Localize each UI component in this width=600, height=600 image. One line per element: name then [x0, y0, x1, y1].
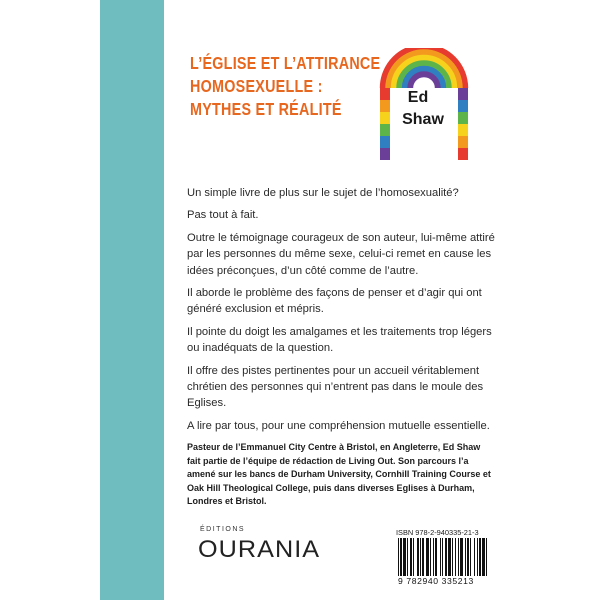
barcode-bar: [445, 538, 447, 576]
barcode-bar: [417, 538, 419, 576]
book-title: [190, 52, 381, 121]
magnet-right-leg-segment: [458, 148, 468, 160]
publisher-name: OURANIA: [198, 536, 321, 563]
blurb-paragraph-5: Il pointe du doigt les amalgames et les traitements trop légers ou inadéquats de la question.: [187, 325, 492, 355]
barcode-bar: [435, 538, 437, 576]
blurb-paragraph-3: Outre le témoignage courageux de son auteur, lui-même attiré par les personnes du même sexe, celui-ci remet en cause les idées préconçues, d’un côté comme de l’autre.: [187, 231, 495, 277]
barcode-bar: [477, 538, 478, 576]
isbn-barcode: [398, 538, 510, 576]
title-line-1: L’ÉGLISE ET L’ATTIRANCE: [190, 53, 381, 73]
author-bio: Pasteur de l’Emmanuel City Centre à Bristol, en Angleterre, Ed Shaw fait partie de l’équipe de rédaction de Living Out. Son parcours l’a amené sur les bancs de Durham University, Cornhill Training Course et Oak Hill Theological College, puis dans diverses Eglises à Durham, Londres et Bristol.: [187, 441, 491, 506]
barcode-bar: [442, 538, 443, 576]
barcode-digits: 9 782940 335213: [398, 576, 474, 586]
magnet-right-leg-segment: [458, 136, 468, 148]
author-first-name: Ed: [407, 89, 429, 106]
publisher-logo: [198, 526, 321, 576]
barcode-bar: [467, 538, 469, 576]
barcode-bar: [482, 538, 485, 576]
barcode-bar: [455, 538, 456, 576]
author-last-name: Shaw: [402, 111, 444, 128]
magnet-right-leg-segment: [458, 124, 468, 136]
barcode-bar: [458, 538, 459, 576]
barcode-bar: [407, 538, 408, 576]
barcode-bar: [430, 538, 431, 576]
barcode-bar: [440, 538, 441, 576]
magnet-right-leg-segment: [458, 112, 468, 124]
barcode-bar: [486, 538, 487, 576]
barcode-bar: [460, 538, 463, 576]
back-cover-blurb: [187, 185, 507, 513]
barcode-bar: [470, 538, 471, 576]
barcode-bar: [465, 538, 466, 576]
barcode-bar: [433, 538, 434, 576]
magnet-left-leg-segment: [380, 148, 390, 160]
barcode-bar: [474, 538, 475, 576]
blurb-paragraph-2: Pas tout à fait.: [187, 209, 259, 222]
barcode-bar: [398, 538, 399, 576]
magnet-left-leg-segment: [380, 88, 390, 100]
magnet-left-leg-segment: [380, 136, 390, 148]
magnet-left-leg-segment: [380, 100, 390, 112]
blurb-paragraph-4: Il aborde le problème des façons de penser et d’agir qui ont généré exclusion et mépris.: [187, 287, 482, 316]
barcode-bar: [422, 538, 424, 576]
teal-spine-band: [100, 0, 164, 600]
title-line-3: MYTHES ET RÉALITÉ: [190, 99, 342, 119]
barcode-bar: [400, 538, 402, 576]
barcode-bar: [426, 538, 429, 576]
barcode-bar: [479, 538, 481, 576]
blurb-paragraph-1: Un simple livre de plus sur le sujet de l’homosexualité?: [187, 187, 459, 199]
blurb-paragraph-6: Il offre des pistes pertinentes pour un accueil véritablement chrétien des personnes qui n’entrent pas dans le moule des Eglises.: [187, 364, 484, 410]
publisher-prefix: ÉDITIONS: [200, 526, 246, 533]
barcode-bar: [452, 538, 453, 576]
rainbow-arc: [410, 74, 438, 88]
isbn-label: ISBN 978-2-940335-21-3: [396, 528, 479, 537]
barcode-bar: [410, 538, 412, 576]
magnet-right-leg-segment: [458, 100, 468, 112]
magnet-left-leg-segment: [380, 112, 390, 124]
magnet-right-leg-segment: [458, 88, 468, 100]
barcode-bar: [448, 538, 451, 576]
barcode-bar: [413, 538, 414, 576]
barcode-bar: [403, 538, 406, 576]
barcode-bar: [420, 538, 421, 576]
magnet-left-leg-segment: [380, 124, 390, 136]
rainbow-magnet-logo: [379, 48, 469, 160]
title-line-2: HOMOSEXUELLE :: [190, 76, 323, 96]
blurb-paragraph-7: A lire par tous, pour une compréhension mutuelle essentielle.: [187, 419, 490, 432]
